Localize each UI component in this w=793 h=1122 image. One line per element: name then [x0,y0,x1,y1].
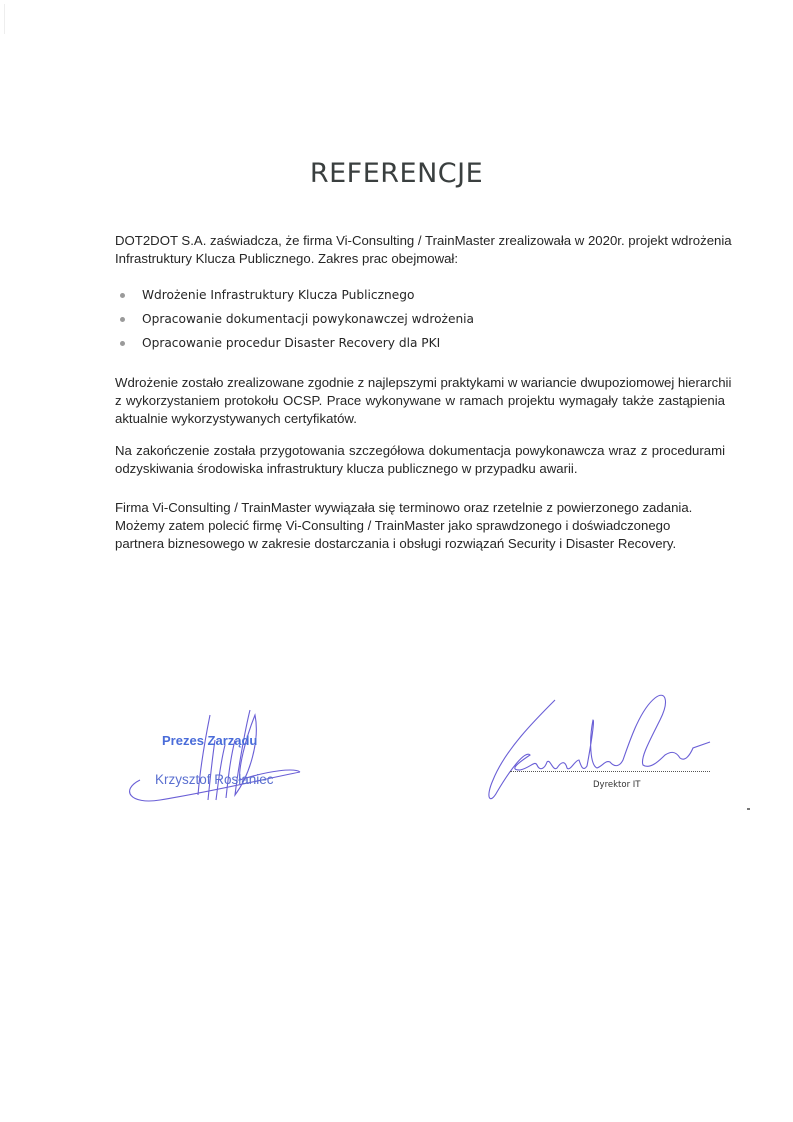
signer-role: Dyrektor IT [593,780,641,790]
it-director-signature-block [475,680,755,810]
documentation-paragraph [115,442,725,478]
paragraph-line: Na zakończenie została przygotowania szczegółowa dokumentacja powykonawcza wraz z procedurami [115,443,725,458]
list-item [118,283,474,307]
paragraph-line: Firma Vi-Consulting / TrainMaster wywiązała się terminowo oraz rzetelnie z powierzonego zadania. [115,500,693,515]
stamp-role: Prezes Zarządu [162,733,258,748]
list-item-text: Opracowanie procedur Disaster Recovery dla PKI [142,336,441,350]
list-item-text: Opracowanie dokumentacji powykonawczej wdrożenia [142,312,475,326]
scope-list [118,283,474,355]
signature-line [510,771,710,772]
bullet-icon [120,293,125,298]
intro-line: DOT2DOT S.A. zaświadcza, że firma Vi-Consulting / TrainMaster zrealizowała w 2020r. projekt wdrożenia [115,233,732,248]
scan-artifact [747,808,750,810]
paragraph-line: aktualnie wykorzystywanych certyfikatów. [115,411,357,426]
implementation-paragraph [115,374,732,428]
paragraph-line: odzyskiwania środowiska infrastruktury klucza publicznego w przypadku awarii. [115,461,578,476]
bullet-icon [120,341,125,346]
list-item [118,307,474,331]
paragraph-line: partnera biznesowego w zakresie dostarczania i obsługi rozwiązań Security i Disaster Recovery. [115,536,677,551]
ceo-signature-block [120,700,320,810]
paragraph-line: Wdrożenie zostało zrealizowane zgodnie z najlepszymi praktykami w wariancie dwupoziomowej hierarchii [115,375,732,390]
document-title: REFERENCJE [309,158,484,190]
list-item [118,331,474,355]
bullet-icon [120,317,125,322]
ceo-signature-scribble [120,700,320,810]
recommendation-paragraph [115,499,725,553]
list-item-text: Wdrożenie Infrastruktury Klucza Publicznego [142,288,415,302]
paragraph-line: z wykorzystaniem protokołu OCSP. Prace wykonywane w ramach projektu wymagały także zastąpienia [115,393,725,408]
intro-line: Infrastruktury Klucza Publicznego. Zakres prac obejmował: [115,251,459,266]
intro-paragraph [115,232,732,268]
paragraph-line: Możemy zatem polecić firmę Vi-Consulting / TrainMaster jako sprawdzonego i doświadczonego [115,518,671,533]
scan-artifact [4,4,5,34]
it-director-signature-scribble [475,680,755,810]
stamp-name: Krzysztof Rosłaniec [155,772,274,787]
